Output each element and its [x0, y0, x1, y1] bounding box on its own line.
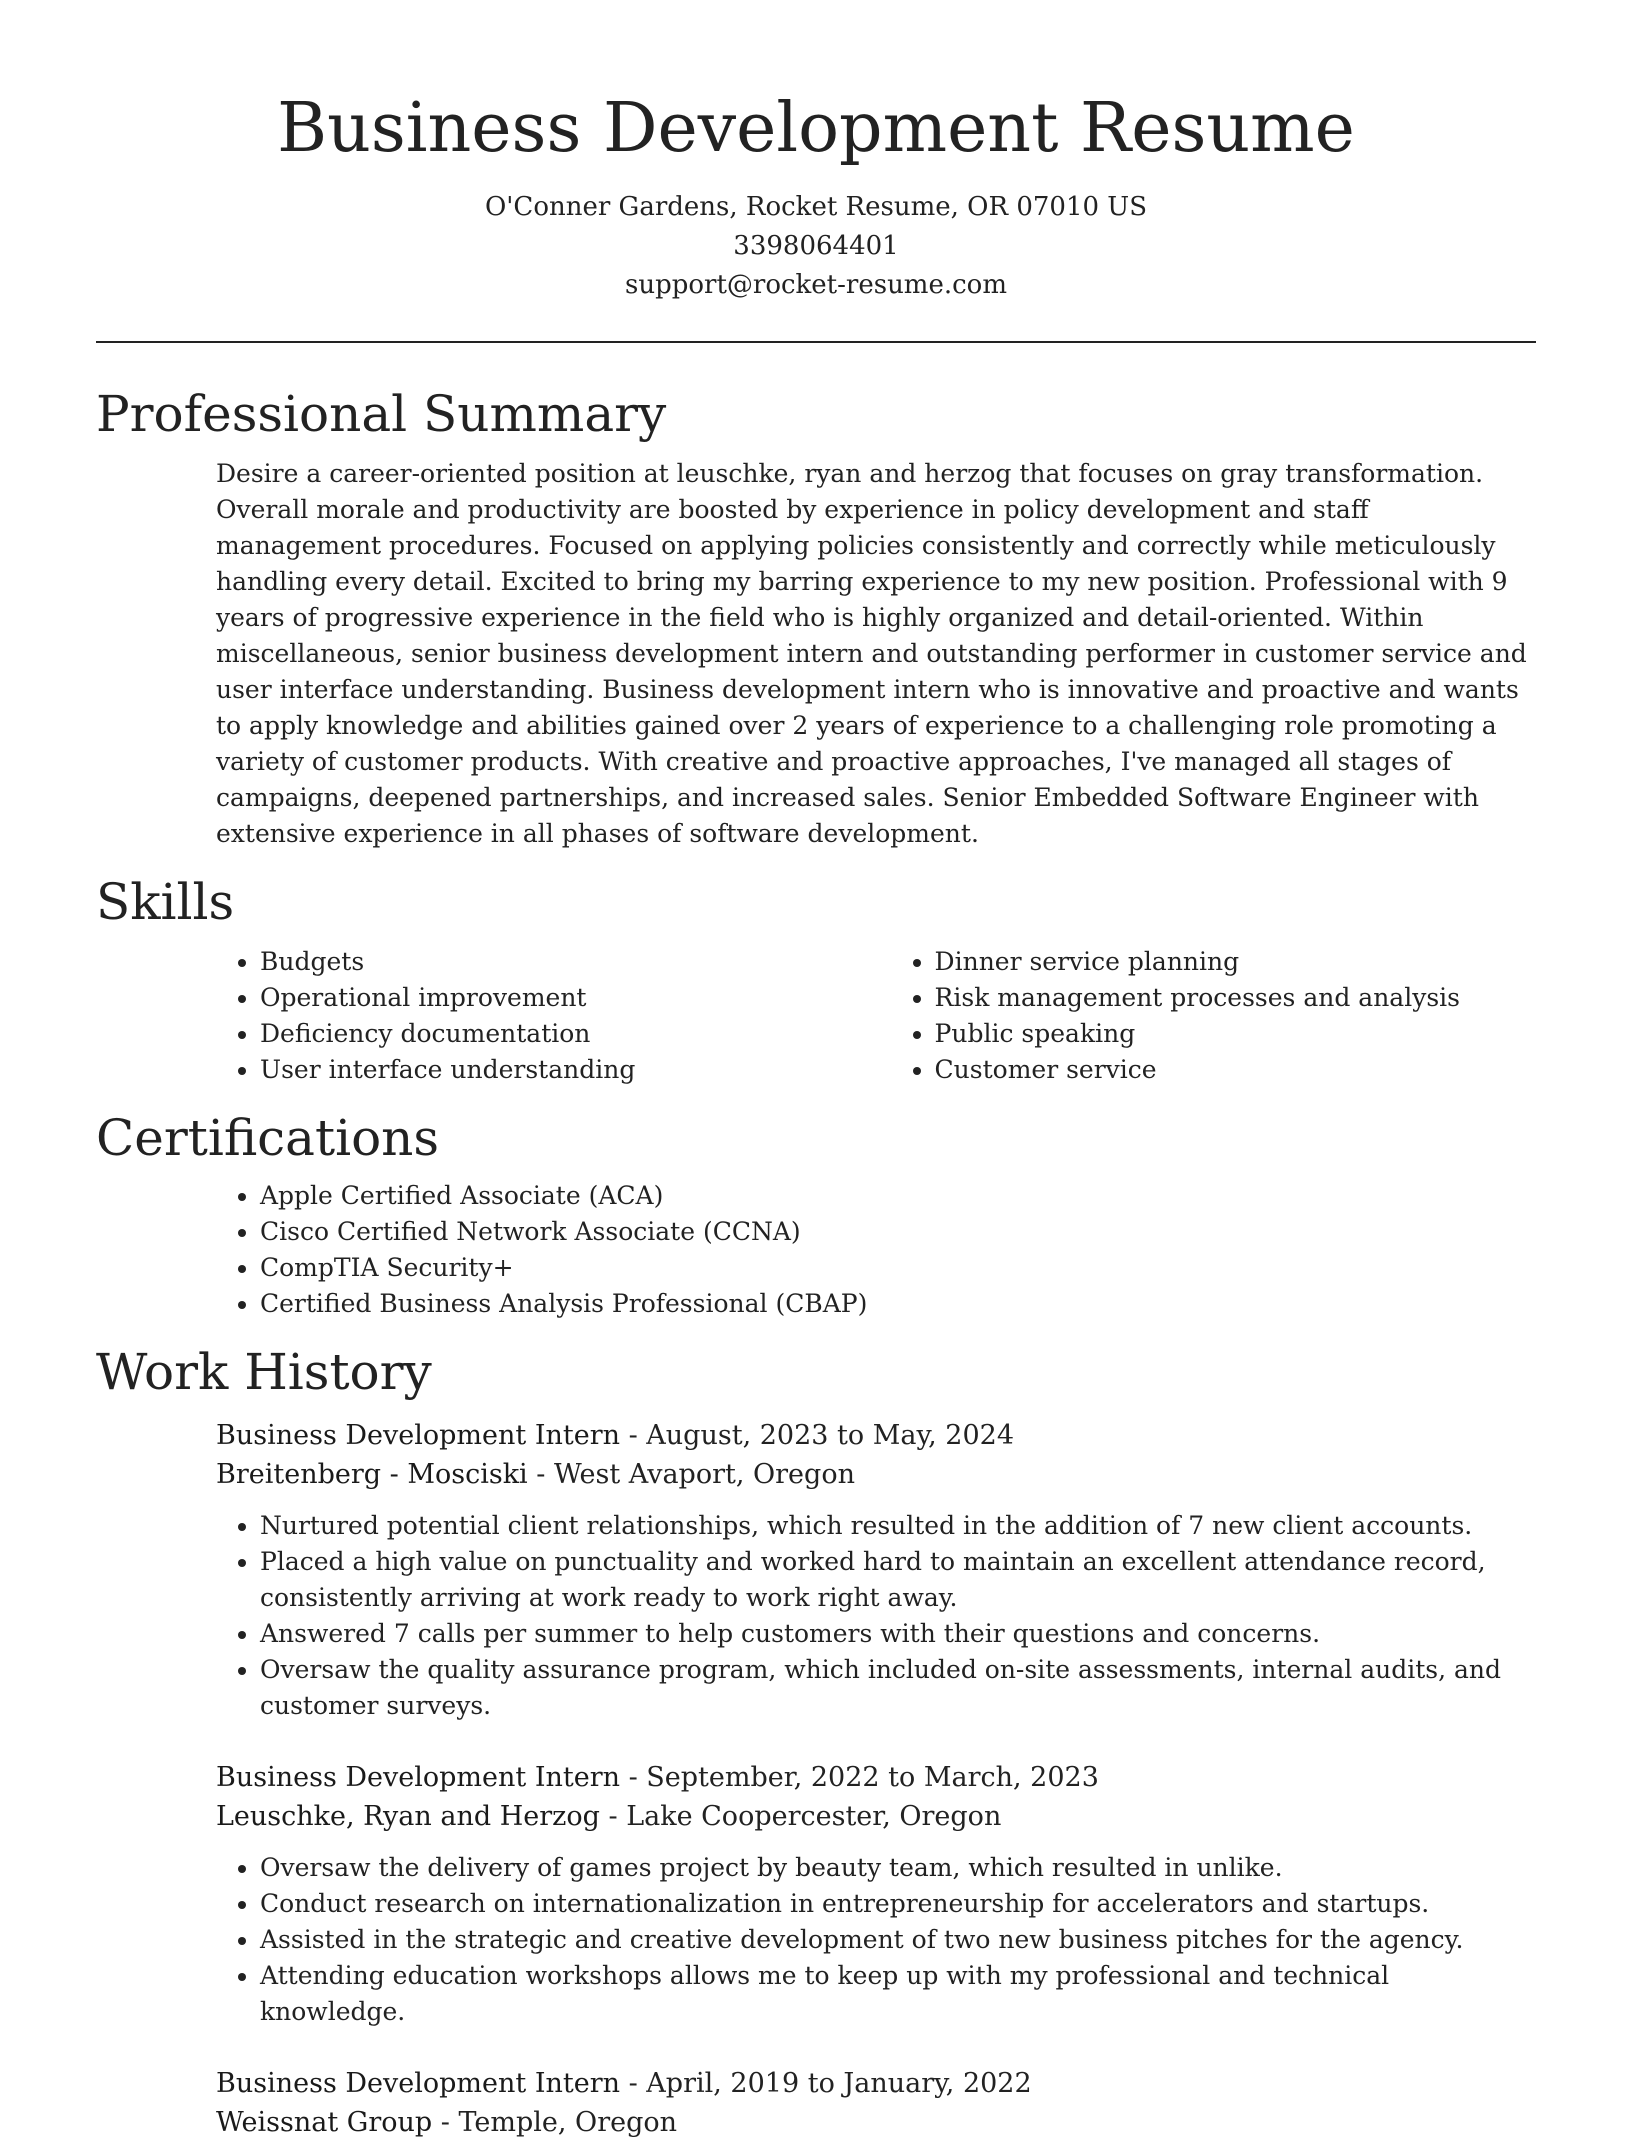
job-title-line: Business Development Intern - April, 2019 to January, 2022	[216, 2068, 1032, 2099]
certifications-list	[216, 1178, 1536, 1322]
job-role: Business Development Intern	[216, 2068, 620, 2099]
job-company: Leuschke, Ryan and Herzog	[216, 1801, 600, 1832]
certifications-heading: Certifications	[96, 1109, 440, 1167]
resume-header	[0, 84, 1632, 305]
job-company: Breitenberg - Mosciski	[216, 1459, 528, 1490]
job-title-line: Business Development Intern - August, 2023 to May, 2024	[216, 1420, 1015, 1451]
job-company-line: Leuschke, Ryan and Herzog - Lake Coopercester, Oregon	[216, 1801, 1002, 1832]
summary-text: Desire a career-oriented position at leuschke, ryan and herzog that focuses on gray transformation. Overall morale and productivity are boosted by experience in policy development and staff management procedures. Focused on applying policies consistently and correctly while meticulously handling every detail. Excited to bring my barring experience to my new position. Professional with 9 years of progressive experience in the field who is highly organized and detail-oriented. Within miscellaneous, senior business development intern and outstanding performer in customer service and user interface understanding. Business development intern who is innovative and proactive and wants to apply knowledge and abilities gained over 2 years of experience to a challenging role promoting a variety of customer products. With creative and proactive approaches, I've managed all stages of campaigns, deepened partnerships, and increased sales. Senior Embedded Software Engineer with extensive experience in all phases of software development.	[216, 459, 1527, 848]
skill-item: • Budgets	[260, 944, 891, 980]
job-duties	[216, 1508, 1536, 1724]
skill-item: • User interface understanding	[260, 1052, 891, 1088]
contact-email: support@rocket-resume.com	[624, 270, 1007, 300]
certification-item: • Cisco Certified Network Associate (CCNA)	[260, 1214, 1536, 1250]
skill-item: • Operational improvement	[260, 980, 891, 1016]
job-duty: • Attending education workshops allows me to keep up with my professional and technical knowledge.	[260, 1958, 1536, 2030]
job-duties	[216, 1850, 1536, 2030]
job-company: Weissnat Group	[216, 2107, 433, 2138]
work-history-section	[96, 1336, 1536, 2142]
job-title-line: Business Development Intern - September, 2022 to March, 2023	[216, 1762, 1099, 1793]
job-company-line: Breitenberg - Mosciski - West Avaport, Oregon	[216, 1459, 855, 1490]
contact-address: O'Conner Gardens, Rocket Resume, OR 07010 US	[484, 192, 1148, 222]
resume-title: Business Development Resume	[277, 89, 1355, 168]
job-company-line: Weissnat Group - Temple, Oregon	[216, 2107, 678, 2138]
job-duty: • Conduct research on internationalization in entrepreneurship for accelerators and startups.	[260, 1886, 1536, 1922]
skill-item: • Public speaking	[935, 1016, 1536, 1052]
skill-item: • Customer service	[935, 1052, 1536, 1088]
job-duty: • Placed a high value on punctuality and worked hard to maintain an excellent attendance record, consistently arriving at work ready to work right away.	[260, 1544, 1536, 1616]
job-dates: August, 2023 to May, 2024	[646, 1420, 1015, 1451]
skills-list-left	[216, 944, 891, 1088]
work-history-heading: Work History	[96, 1343, 432, 1401]
skills-section	[96, 866, 1536, 1088]
summary-section	[96, 378, 1536, 852]
skill-item: • Risk management processes and analysis	[935, 980, 1536, 1016]
job-entry	[216, 2064, 1536, 2142]
contact-phone: 3398064401	[733, 231, 899, 261]
resume-body	[96, 378, 1536, 2156]
job-location: Temple, Oregon	[458, 2107, 678, 2138]
job-dates: April, 2019 to January, 2022	[646, 2068, 1032, 2099]
job-duty: • Nurtured potential client relationships, which resulted in the addition of 7 new client accounts.	[260, 1508, 1536, 1544]
header-divider	[96, 341, 1536, 343]
summary-heading: Professional Summary	[96, 385, 667, 443]
job-entry	[216, 1758, 1536, 2030]
skills-list-right	[891, 944, 1536, 1088]
job-entry	[216, 1416, 1536, 1724]
job-duty: • Oversaw the quality assurance program, which included on-site assessments, internal audits, and customer surveys.	[260, 1652, 1536, 1724]
job-duty: • Assisted in the strategic and creative development of two new business pitches for the agency.	[260, 1922, 1536, 1958]
skills-grid	[216, 944, 1536, 1088]
job-role: Business Development Intern	[216, 1420, 620, 1451]
certification-item: • Apple Certified Associate (ACA)	[260, 1178, 1536, 1214]
skills-heading: Skills	[96, 873, 235, 931]
job-location: Lake Coopercester, Oregon	[626, 1801, 1002, 1832]
job-role: Business Development Intern	[216, 1762, 620, 1793]
job-location: West Avaport, Oregon	[553, 1459, 855, 1490]
job-dates: September, 2022 to March, 2023	[646, 1762, 1099, 1793]
contact-info	[0, 188, 1632, 305]
job-duty: • Answered 7 calls per summer to help customers with their questions and concerns.	[260, 1616, 1536, 1652]
skill-item: • Deficiency documentation	[260, 1016, 891, 1052]
certification-item: • CompTIA Security+	[260, 1250, 1536, 1286]
certification-item: • Certified Business Analysis Professional (CBAP)	[260, 1286, 1536, 1322]
certifications-section	[96, 1102, 1536, 1322]
skill-item: • Dinner service planning	[935, 944, 1536, 980]
job-duty: • Oversaw the delivery of games project by beauty team, which resulted in unlike.	[260, 1850, 1536, 1886]
